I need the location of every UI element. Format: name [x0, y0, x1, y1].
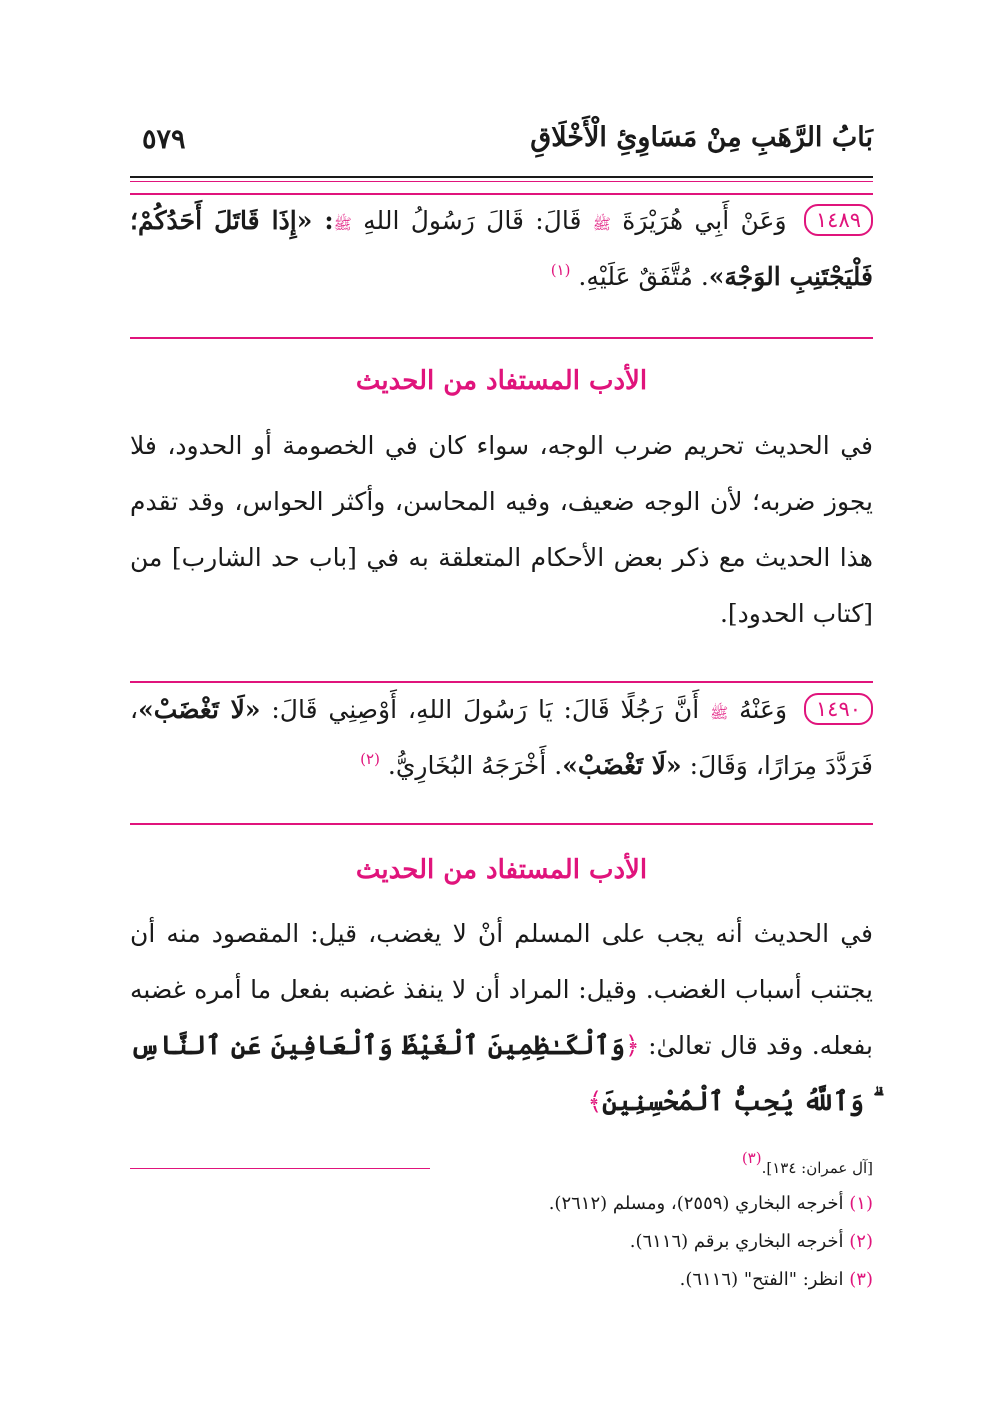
footnote-text: أخرجه البخاري برقم (٦١١٦).: [629, 1231, 844, 1252]
hadith-narrator: وَعَنْهُ: [739, 695, 788, 724]
hadith-source: . مُتَّفَقٌ عَلَيْهِ.: [578, 262, 709, 291]
section-title: الأدب المستفاد من الحديث: [355, 366, 648, 396]
section-text: في الحديث تحريم ضرب الوجه، سواء كان في الخصومة أو الحدود، فلا يجوز ضربه؛ لأن الوجه ضعيف، وفيه المحاسن، وأكثر الحواس، وقد تقدم هذا الحديث مع ذكر بعض الأحكام المتعلقة به في [باب حد الشارب] من [كتاب الحدود].: [130, 431, 873, 628]
honorific-icon: ﷺ: [710, 704, 729, 722]
hadith-continuation: ، فَرَدَّدَ مِرَارًا، وَقَالَ:: [130, 695, 873, 780]
section-body: في الحديث أنه يجب على المسلم أنْ لا يغضب، قيل: المقصود منه أن يجتنب أسباب الغضب. وقيل: المراد أن لا ينفذ غضبه بفعل ما أمره غضبه بفعله. وقد قال تعالىٰ:: [130, 919, 873, 1060]
hadith-intro: قَالَ: قَالَ رَسُولُ اللهِ: [363, 206, 582, 235]
footnote-text: انظر: "الفتح" (٦١١٦).: [679, 1269, 844, 1290]
hadith-quote: «لَا تَغْضَبْ»: [138, 695, 261, 724]
footnote-separator: [130, 1168, 430, 1169]
section-title: الأدب المستفاد من الحديث: [355, 855, 648, 885]
quran-reference: [آل عمران: ١٣٤]: [766, 1159, 873, 1177]
footnote: [130, 1185, 873, 1223]
hadith-top-divider: [130, 681, 873, 683]
hadith-1489: [130, 198, 873, 300]
hadith-narrator: وَعَنْ أَبِي هُرَيْرَةَ: [622, 206, 787, 235]
honorific-icon: ﷺ: [592, 215, 611, 233]
quran-close-bracket: ﴾: [587, 1087, 603, 1116]
page-header: [130, 118, 873, 168]
hadith-quote-2: «لَا تَغْضَبْ»: [562, 751, 682, 780]
footnote-ref: (٣): [741, 1149, 762, 1167]
section-text: في الحديث أنه يجب على المسلم أنْ لا يغضب، قيل: المقصود منه أن يجتنب أسباب الغضب. وقيل: المراد أن لا ينفذ غضبه بفعل ما أمره غضبه بفعله. وقد قال تعالىٰ: ﴿وَٱلْكَـٰظِمِينَ ٱلْغَيْظَ وَٱلْعَافِينَ عَنِ ٱلنَّاسِ ۗ وَٱللَّهُ يُحِبُّ ٱلْمُحْسِنِينَ﴾ [آل عمران: ١٣٤].$^{(٣)}$: [130, 919, 873, 1177]
hadith-quote: : «إِذَا قَاتَلَ أَحَدُكُمْ؛ فَلْيَجْتَنِبِ الوَجْهَ»: [130, 206, 873, 291]
hadith-bottom-divider: [130, 823, 873, 825]
footnote-number: (١): [849, 1193, 873, 1214]
footnote: [130, 1261, 873, 1299]
hadith-number-badge: ١٤٩٠: [804, 693, 873, 725]
quran-open-bracket: ﴿: [625, 1031, 640, 1060]
footnote-ref: (١): [550, 261, 571, 279]
page: [130, 0, 873, 1418]
footnote-number: (٢): [849, 1231, 873, 1252]
hadith-number-badge: ١٤٨٩: [804, 204, 873, 236]
hadith-bottom-divider: [130, 337, 873, 339]
footnotes: [130, 1185, 873, 1299]
footnote-text: أخرجه البخاري (٢٥٥٩)، ومسلم (٢٦١٢).: [548, 1193, 844, 1214]
page-number: ٥٧٩: [142, 124, 186, 155]
footnote-ref: (٢): [360, 750, 380, 768]
honorific-icon: ﷺ: [333, 215, 352, 233]
hadith-top-divider: [130, 193, 873, 195]
footnote-number: (٣): [849, 1269, 873, 1290]
hadith-source: . أَخْرَجَهُ البُخَارِيُّ.: [387, 751, 563, 780]
footnote: [130, 1223, 873, 1261]
hadith-1490: [130, 687, 873, 789]
chapter-title: بَابُ الرَّهَبِ مِنْ مَسَاوِئِ الْأَخْلَاقِ: [530, 122, 873, 153]
header-divider: [130, 176, 873, 182]
hadith-intro: أَنَّ رَجُلًا قَالَ: يَا رَسُولَ اللهِ، أَوْصِنِي قَالَ:: [271, 695, 700, 724]
quran-verse: وَٱلْكَـٰظِمِينَ ٱلْغَيْظَ وَٱلْعَافِينَ عَنِ ٱلنَّاسِ ۗ وَٱللَّهُ يُحِبُّ ٱلْمُحْسِنِينَ: [130, 1031, 873, 1117]
